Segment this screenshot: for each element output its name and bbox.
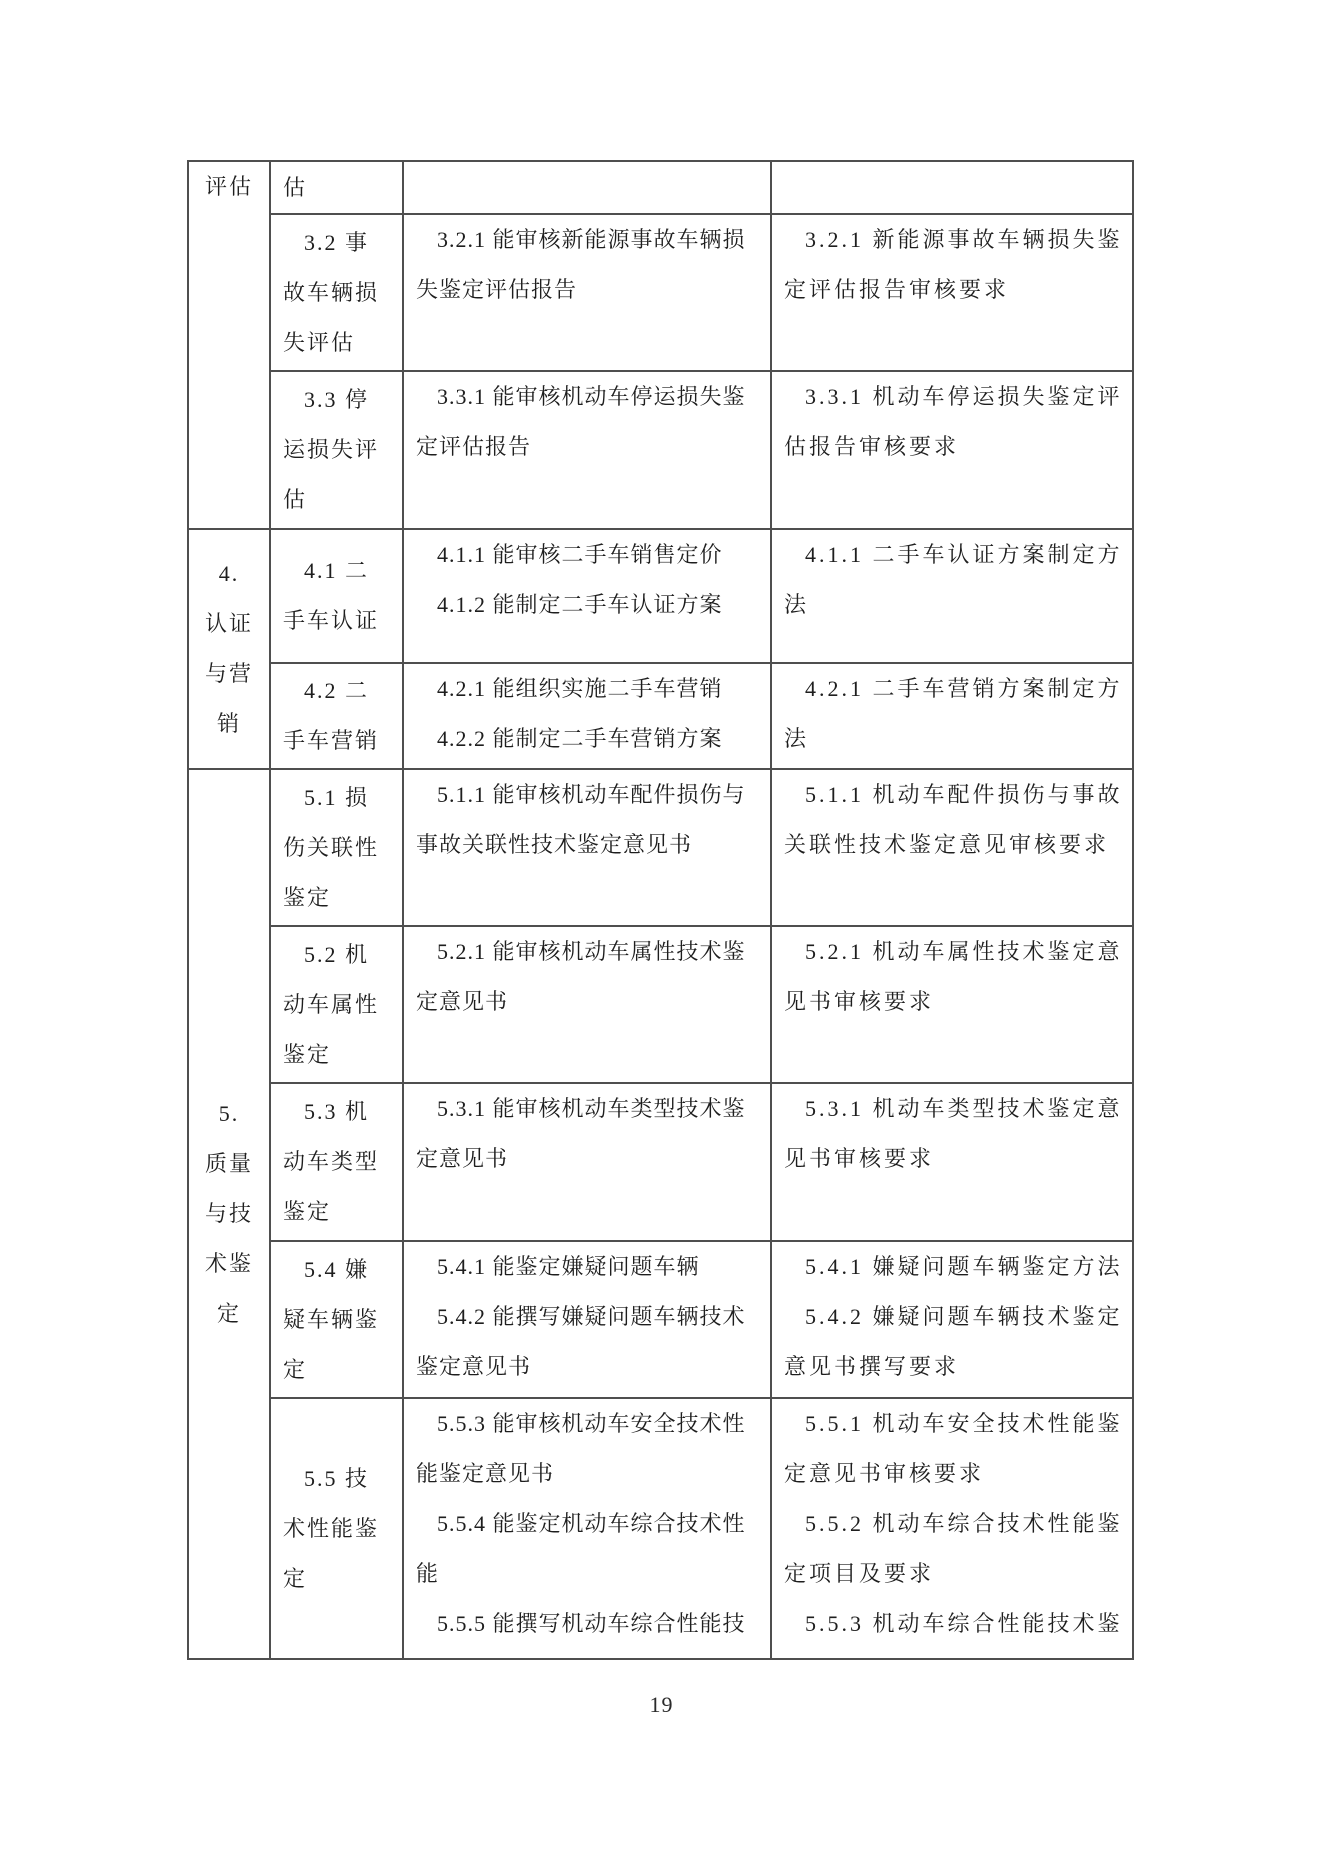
cell-line: 5.: [218, 1101, 240, 1126]
category-cell: [188, 769, 270, 1659]
cell-line: 销: [216, 711, 241, 736]
knowledge-cell: [771, 214, 1133, 371]
cell-line: 5.5.2 机动车综合技术性能鉴: [805, 1511, 1123, 1536]
table-row: [188, 1398, 1133, 1659]
skill-cell: [403, 529, 771, 663]
task-cell: [270, 1398, 403, 1659]
task-cell: [270, 214, 403, 371]
page-number: 19: [649, 1692, 674, 1717]
cell-line: 定: [216, 1301, 241, 1326]
cell-line: 定评估报告: [416, 434, 532, 459]
cell-line: 事故关联性技术鉴定意见书: [416, 832, 693, 857]
cell-line: 定项目及要求: [784, 1561, 935, 1586]
cell-line: 鉴定: [283, 1041, 332, 1067]
task-cell: [270, 529, 403, 663]
cell-line: 5.2.1 机动车属性技术鉴定意: [805, 939, 1123, 964]
cell-line: 质量: [204, 1151, 253, 1176]
cell-line: 4.1.1 能审核二手车销售定价: [437, 542, 723, 567]
task-cell: [270, 161, 403, 214]
cell-line: 鉴定意见书: [416, 1354, 532, 1379]
table-row: [188, 1083, 1133, 1241]
cell-line: 见书审核要求: [784, 1146, 935, 1171]
category-cell: [188, 529, 270, 769]
cell-line: 手车认证: [283, 608, 380, 633]
cell-line: 定意见书: [416, 989, 509, 1014]
cell-line: 4.1.2 能制定二手车认证方案: [437, 592, 723, 617]
cell-line: 见书审核要求: [784, 989, 935, 1014]
cell-line: 5.1.1 能审核机动车配件损伤与: [437, 782, 746, 807]
cell-line: 5.5 技: [304, 1465, 370, 1491]
task-cell: [270, 1083, 403, 1241]
task-cell: [270, 769, 403, 926]
cell-line: 5.3.1 机动车类型技术鉴定意: [805, 1096, 1123, 1121]
task-cell: [270, 1241, 403, 1398]
cell-line: 5.2 机: [304, 941, 370, 967]
table-row: [188, 769, 1133, 926]
cell-line: 疑车辆鉴: [283, 1306, 380, 1332]
knowledge-cell: [771, 663, 1133, 769]
cell-line: 5.5.4 能鉴定机动车综合技术性: [437, 1511, 746, 1536]
cell-line: 意见书撰写要求: [784, 1354, 960, 1379]
table-row: [188, 161, 1133, 214]
skill-cell: [403, 769, 771, 926]
cell-line: 评估: [204, 174, 253, 199]
table-row: [188, 371, 1133, 529]
cell-line: 4.1.1 二手车认证方案制定方: [805, 542, 1123, 567]
task-cell: [270, 663, 403, 769]
cell-line: 故车辆损: [283, 279, 380, 305]
knowledge-cell: [771, 529, 1133, 663]
cell-line: 5.4.2 能撰写嫌疑问题车辆技术: [437, 1304, 746, 1329]
skill-cell: [403, 663, 771, 769]
cell-line: 4.2.2 能制定二手车营销方案: [437, 726, 723, 751]
cell-line: 4.1 二: [304, 558, 370, 583]
cell-line: 3.2.1 能审核新能源事故车辆损: [437, 227, 746, 252]
knowledge-cell: [771, 1083, 1133, 1241]
cell-line: 3.2 事: [304, 229, 370, 255]
skill-cell: [403, 1398, 771, 1659]
table-row: [188, 663, 1133, 769]
cell-line: 4.: [218, 561, 240, 586]
cell-line: 5.4.1 嫌疑问题车辆鉴定方法: [805, 1254, 1123, 1279]
cell-line: 3.3 停: [304, 387, 370, 412]
cell-line: 失评估: [283, 329, 356, 355]
category-cell: [188, 161, 270, 529]
knowledge-cell: [771, 926, 1133, 1083]
cell-line: 5.4.2 嫌疑问题车辆技术鉴定: [805, 1304, 1123, 1329]
cell-line: 关联性技术鉴定意见审核要求: [784, 832, 1110, 857]
cell-line: 动车类型: [283, 1149, 380, 1174]
cell-line: 5.1.1 机动车配件损伤与事故: [805, 782, 1123, 807]
cell-line: 鉴定: [283, 884, 332, 910]
cell-line: 伤关联性: [283, 834, 380, 860]
skill-cell: [403, 1241, 771, 1398]
knowledge-cell: [771, 769, 1133, 926]
table-row: [188, 1241, 1133, 1398]
table-row: [188, 214, 1133, 371]
cell-line: 5.5.3 机动车综合性能技术鉴: [805, 1611, 1123, 1636]
skill-cell: [403, 926, 771, 1083]
skill-cell: [403, 161, 771, 214]
cell-line: 5.5.1 机动车安全技术性能鉴: [805, 1411, 1123, 1436]
cell-line: 定: [283, 1565, 308, 1591]
skill-cell: [403, 214, 771, 371]
task-cell: [270, 371, 403, 529]
cell-line: 5.5.3 能审核机动车安全技术性: [437, 1411, 746, 1436]
cell-line: 3.3.1 能审核机动车停运损失鉴: [437, 384, 746, 409]
cell-line: 定意见书审核要求: [784, 1461, 985, 1486]
cell-line: 4.2.1 二手车营销方案制定方: [805, 676, 1123, 701]
cell-line: 鉴定: [283, 1199, 332, 1224]
cell-line: 与技: [204, 1201, 253, 1226]
cell-line: 估: [283, 487, 308, 512]
cell-line: 4.2 二: [304, 678, 370, 703]
knowledge-cell: [771, 371, 1133, 529]
cell-line: 估报告审核要求: [784, 434, 960, 459]
cell-line: 手车营销: [283, 728, 380, 753]
cell-line: 失鉴定评估报告: [416, 277, 578, 302]
cell-line: 3.2.1 新能源事故车辆损失鉴: [805, 227, 1123, 252]
table-body: [188, 161, 1133, 1659]
cell-line: 5.3 机: [304, 1099, 370, 1124]
cell-line: 运损失评: [283, 437, 380, 462]
cell-line: 定意见书: [416, 1146, 509, 1171]
cell-line: 4.2.1 能组织实施二手车营销: [437, 676, 723, 701]
knowledge-cell: [771, 1398, 1133, 1659]
task-cell: [270, 926, 403, 1083]
table-row: [188, 529, 1133, 663]
cell-line: 5.3.1 能审核机动车类型技术鉴: [437, 1096, 746, 1121]
skill-cell: [403, 371, 771, 529]
cell-line: 3.3.1 机动车停运损失鉴定评: [805, 384, 1123, 409]
cell-line: 法: [784, 592, 810, 617]
skill-cell: [403, 1083, 771, 1241]
cell-line: 估: [283, 174, 308, 200]
knowledge-cell: [771, 1241, 1133, 1398]
cell-line: 法: [784, 726, 810, 751]
knowledge-cell: [771, 161, 1133, 214]
table-row: [188, 926, 1133, 1083]
cell-line: 能鉴定意见书: [416, 1461, 555, 1486]
cell-line: 认证: [204, 611, 253, 636]
cell-line: 定: [283, 1356, 308, 1382]
cell-line: 术鉴: [204, 1251, 253, 1276]
cell-line: 5.1 损: [304, 784, 370, 810]
cell-line: 5.2.1 能审核机动车属性技术鉴: [437, 939, 746, 964]
competency-table: [187, 160, 1134, 1660]
cell-line: 5.4.1 能鉴定嫌疑问题车辆: [437, 1254, 700, 1279]
cell-line: 定评估报告审核要求: [784, 277, 1010, 302]
cell-line: 术性能鉴: [283, 1515, 380, 1541]
cell-line: 5.5.5 能撰写机动车综合性能技: [437, 1611, 746, 1636]
cell-line: 动车属性: [283, 991, 380, 1017]
cell-line: 能: [416, 1561, 440, 1586]
cell-line: 与营: [204, 661, 253, 686]
cell-line: 5.4 嫌: [304, 1256, 370, 1282]
